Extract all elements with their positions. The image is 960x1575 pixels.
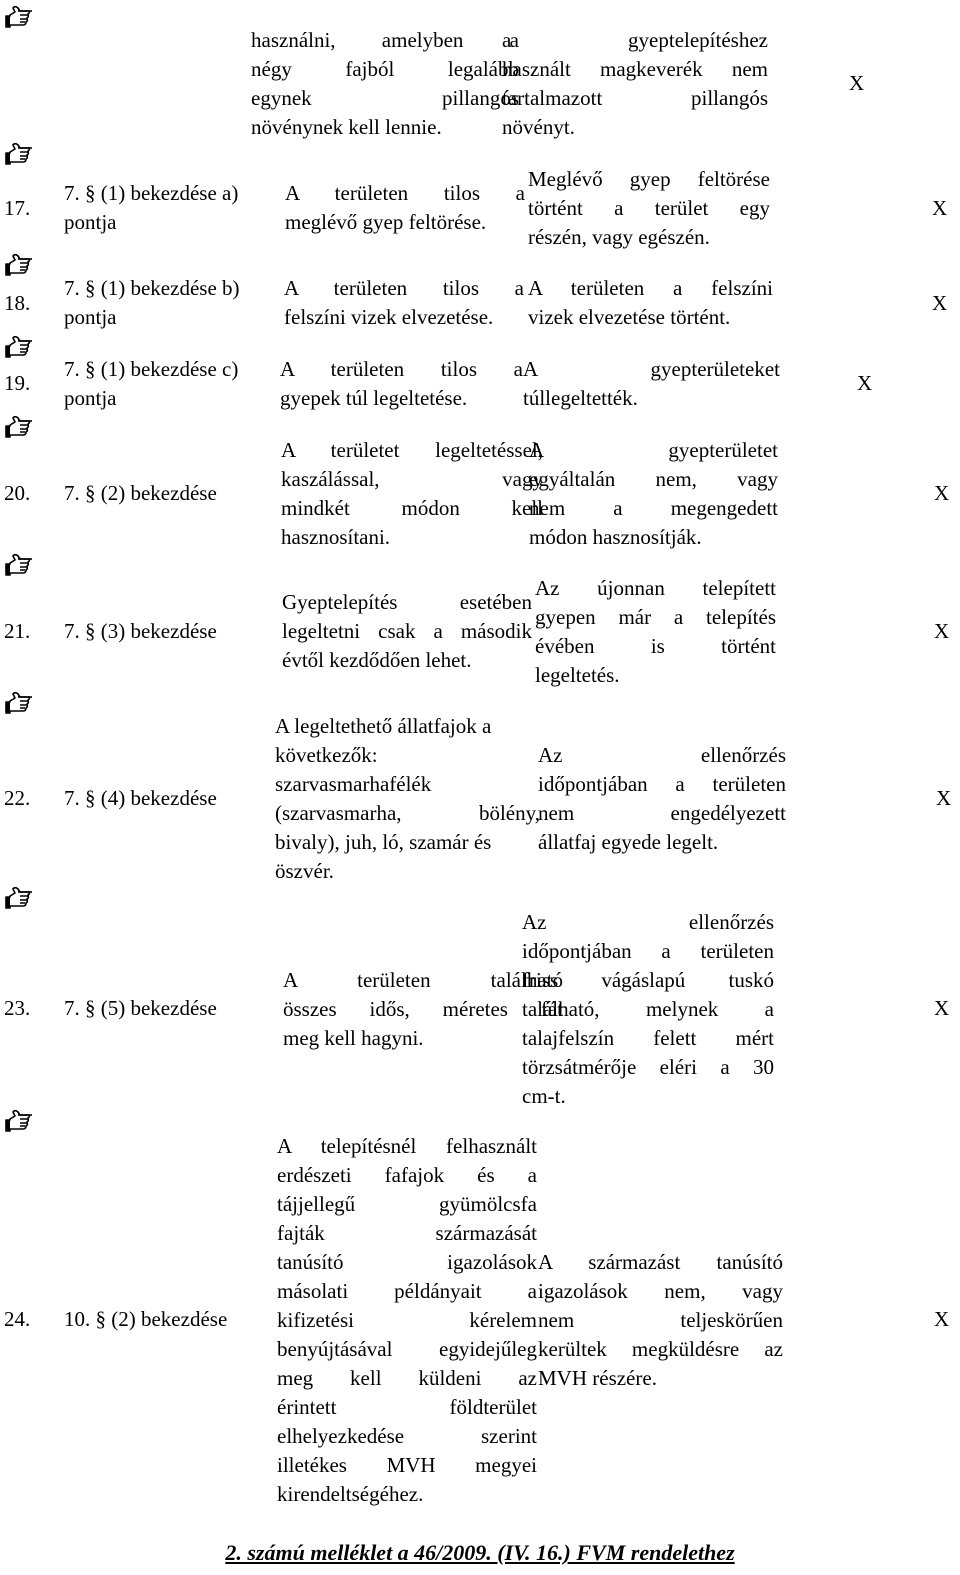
text-line: részén, vagy egészén.	[528, 225, 710, 249]
text-line: 7. § (3) bekezdése	[64, 619, 217, 643]
text-line: következők:	[275, 743, 378, 767]
mark-x: X	[936, 786, 952, 810]
pointing-hand-icon	[4, 252, 34, 278]
text-line: tartalmazott pillangós	[502, 86, 768, 110]
text-line: 7. § (1) bekezdése b)	[64, 276, 240, 300]
text-line: legeltetés.	[535, 663, 620, 687]
text-line: évtől kezdődően lehet.	[282, 648, 472, 672]
mark-x: X	[932, 291, 948, 315]
text-line: nem teljeskörűen	[538, 1308, 783, 1332]
text-line: összes idős, méretes fát	[283, 997, 563, 1021]
text-line: 10. § (2) bekezdése	[64, 1307, 228, 1331]
text-line: másolati példányait a	[277, 1279, 537, 1303]
row0-finding	[502, 26, 768, 142]
text-line: módon hasznosítják.	[529, 525, 702, 549]
text-line: időpontjában a területen	[538, 772, 786, 796]
requirement-text	[281, 436, 543, 552]
text-line: A gyepterületet	[529, 438, 778, 462]
finding-text	[528, 165, 770, 252]
requirement-text	[275, 712, 540, 886]
text-line: történt a terület egy	[528, 196, 770, 220]
pointing-hand-icon	[4, 690, 34, 716]
row-number: 19.	[4, 371, 31, 395]
mark-x: X	[934, 1307, 950, 1331]
text-line: gyepen már a telepítés	[535, 605, 776, 629]
text-line: törzsátmérője eléri a 30	[522, 1055, 774, 1079]
pointing-hand-icon	[4, 141, 34, 167]
requirement-text	[280, 355, 523, 413]
requirement-text	[285, 179, 525, 237]
text-line: 7. § (1) bekezdése a)	[64, 181, 239, 205]
text-line: talajfelszín felett mért	[522, 1026, 774, 1050]
legal-reference	[64, 994, 264, 1023]
pointing-hand-icon	[4, 1108, 34, 1134]
finding-text	[529, 436, 778, 552]
text-line: erdészeti fafajok és a	[277, 1163, 537, 1187]
text-line: Az újonnan telepített	[535, 576, 776, 600]
legal-reference	[64, 1305, 274, 1334]
text-line: vizek elvezetése történt.	[528, 305, 731, 329]
finding-text	[523, 355, 780, 413]
text-line: A telepítésnél felhasznált	[277, 1134, 537, 1158]
text-line: pontja	[64, 386, 117, 410]
legal-reference	[64, 617, 264, 646]
text-line: érintett földterület	[277, 1395, 537, 1419]
text-line: Gyeptelepítés esetében	[282, 590, 532, 614]
text-line: évében is történt	[535, 634, 776, 658]
text-line: 7. § (2) bekezdése	[64, 481, 217, 505]
finding-text	[522, 908, 774, 1111]
requirement-text	[282, 588, 532, 675]
legal-reference	[64, 355, 284, 413]
text-line: négy fajból legalább	[251, 57, 519, 81]
text-line: nem engedélyezett	[538, 801, 786, 825]
text-line: Meglévő gyep feltörése	[528, 167, 770, 191]
mark-x: X	[849, 71, 865, 95]
text-line: időpontjában a területen	[522, 939, 774, 963]
text-line: elhelyezkedése szerint	[277, 1424, 537, 1448]
row-number: 23.	[4, 996, 31, 1020]
text-line: használni, amelyben a	[251, 28, 519, 52]
mark-x: X	[934, 619, 950, 643]
text-line: használt magkeverék nem	[502, 57, 768, 81]
row-number: 18.	[4, 291, 31, 315]
text-line: egyáltalán nem, vagy	[529, 467, 778, 491]
text-line: mindkét módon kell	[281, 496, 543, 520]
text-line: fajták származását	[277, 1221, 537, 1245]
text-line: pontja	[64, 305, 117, 329]
text-line: szarvasmarhafélék	[275, 772, 432, 796]
text-line: pontja	[64, 210, 117, 234]
pointing-hand-icon	[4, 334, 34, 360]
text-line: gyepek túl legeltetése.	[280, 386, 468, 410]
row-number: 21.	[4, 619, 31, 643]
pointing-hand-icon	[4, 885, 34, 911]
text-line: állatfaj egyede legelt.	[538, 830, 719, 854]
text-line: A területen tilos a	[280, 357, 523, 381]
text-line: felszíni vizek elvezetése.	[284, 305, 494, 329]
requirement-text	[283, 966, 563, 1053]
pointing-hand-icon	[4, 4, 34, 30]
text-line: friss vágáslapú tuskó	[522, 968, 774, 992]
text-line: A legeltethető állatfajok a	[275, 714, 492, 738]
text-line: tájjellegű gyümölcsfa	[277, 1192, 537, 1216]
requirement-text	[277, 1132, 537, 1509]
text-line: kirendeltségéhez.	[277, 1482, 424, 1506]
text-line: MVH részére.	[538, 1366, 657, 1390]
row-number: 20.	[4, 481, 31, 505]
text-line: kerültek megküldésre az	[538, 1337, 783, 1361]
pointing-hand-icon	[4, 552, 34, 578]
text-line: növényt.	[502, 115, 575, 139]
text-line: A területen található	[283, 968, 563, 992]
text-line: egynek pillangós	[251, 86, 519, 110]
text-line: meg kell hagyni.	[283, 1026, 424, 1050]
text-line: Az ellenőrzés	[538, 743, 786, 767]
finding-text	[538, 1248, 783, 1393]
text-line: növénynek kell lennie.	[251, 115, 442, 139]
row-number: 22.	[4, 786, 31, 810]
text-line: A területet legeltetéssel,	[281, 438, 543, 462]
row-number: 17.	[4, 196, 31, 220]
text-line: túllegeltették.	[523, 386, 638, 410]
text-line: meglévő gyep feltörése.	[285, 210, 487, 234]
text-line: benyújtásával egyidejűleg	[277, 1337, 537, 1361]
text-line: 7. § (1) bekezdése c)	[64, 357, 239, 381]
finding-text	[528, 274, 773, 332]
text-line: 7. § (5) bekezdése	[64, 996, 217, 1020]
text-line: cm-t.	[522, 1084, 566, 1108]
finding-text	[535, 574, 776, 690]
mark-x: X	[934, 481, 950, 505]
mark-x: X	[932, 196, 948, 220]
text-line: A származást tanúsító	[538, 1250, 783, 1274]
text-line: 7. § (4) bekezdése	[64, 786, 217, 810]
text-line: kifizetési kérelem	[277, 1308, 537, 1332]
mark-x: X	[934, 996, 950, 1020]
mark-x: X	[857, 371, 873, 395]
requirement-text	[284, 274, 524, 332]
text-line: található, melynek a	[522, 997, 774, 1021]
text-line: A területen a felszíni	[528, 276, 773, 300]
legal-reference	[64, 784, 264, 813]
finding-text	[538, 741, 786, 857]
text-line: tanúsító igazolások	[277, 1250, 537, 1274]
text-line: a gyeptelepítéshez	[502, 28, 768, 52]
legal-reference	[64, 274, 284, 332]
text-line: nem a megengedett	[529, 496, 778, 520]
row0-requirement	[251, 26, 519, 142]
text-line: A területen tilos a	[285, 181, 525, 205]
text-line: öszvér.	[275, 859, 334, 883]
text-line: illetékes MVH megyei	[277, 1453, 537, 1477]
text-line: igazolások nem, vagy	[538, 1279, 783, 1303]
pointing-hand-icon	[4, 414, 34, 440]
text-line: (szarvasmarha, bölény,	[275, 801, 540, 825]
text-line: legeltetni csak a második	[282, 619, 532, 643]
legal-reference	[64, 479, 264, 508]
text-line: meg kell küldeni az	[277, 1366, 537, 1390]
text-line: Az ellenőrzés	[522, 910, 774, 934]
legal-reference	[64, 179, 284, 237]
text-line: bivaly), juh, ló, szamár és	[275, 830, 492, 854]
row-number: 24.	[4, 1307, 31, 1331]
text-line: kaszálással, vagy	[281, 467, 543, 491]
text-line: hasznosítani.	[281, 525, 391, 549]
text-line: A területen tilos a	[284, 276, 524, 300]
text-line: A gyepterületeket	[523, 357, 780, 381]
annex-footer-title: 2. számú melléklet a 46/2009. (IV. 16.) FVM rendelethez	[225, 1540, 735, 1565]
